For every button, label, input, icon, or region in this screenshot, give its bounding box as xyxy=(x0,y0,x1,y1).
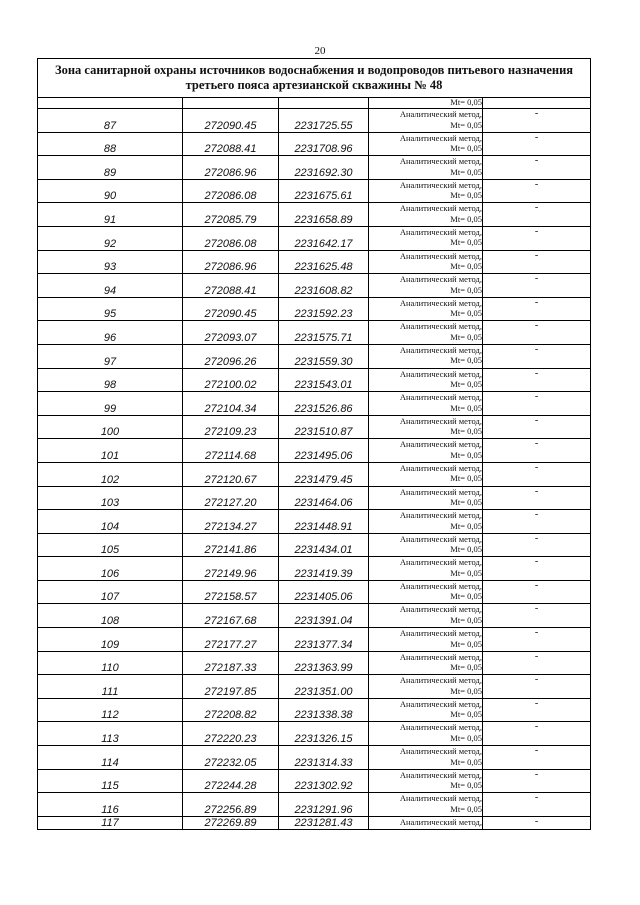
method-label: Аналитический метод, xyxy=(399,628,482,639)
coordinate-x: 272085.79 xyxy=(183,203,279,227)
description-dash: - xyxy=(483,274,591,298)
table-row xyxy=(38,769,591,793)
method-cell xyxy=(369,698,483,722)
method-label: Аналитический метод, xyxy=(399,675,482,686)
coordinate-x: 272086.08 xyxy=(183,179,279,203)
method-label: Аналитический метод, xyxy=(399,722,482,733)
point-number: 115 xyxy=(38,769,183,793)
accuracy-label: Mt= 0,05 xyxy=(450,803,482,814)
point-number: 116 xyxy=(38,793,183,817)
point-number: 87 xyxy=(38,109,183,133)
accuracy-label: Mt= 0,05 xyxy=(450,520,482,531)
point-number: 100 xyxy=(38,415,183,439)
method-label: Аналитический метод, xyxy=(399,793,482,804)
accuracy-label: Mt= 0,05 xyxy=(450,449,482,460)
coordinate-x: 272187.33 xyxy=(183,651,279,675)
description-dash: - xyxy=(483,439,591,463)
coordinate-x: 272244.28 xyxy=(183,769,279,793)
coordinate-x: 272158.57 xyxy=(183,580,279,604)
table-title-line2: третьего пояса артезианской скважины № 48 xyxy=(185,78,443,92)
accuracy-label: Mt= 0,05 xyxy=(450,709,482,720)
method-cell xyxy=(369,816,483,829)
method-cell xyxy=(369,486,483,510)
table-row xyxy=(38,321,591,345)
method-label: Аналитический метод, xyxy=(399,816,482,827)
accuracy-label: Mt= 0,05 xyxy=(450,331,482,342)
accuracy-label: Mt= 0,05 xyxy=(450,426,482,437)
accuracy-label: Mt= 0,05 xyxy=(450,284,482,295)
coordinate-y: 2231725.55 xyxy=(279,109,369,133)
coordinate-x: 272096.26 xyxy=(183,344,279,368)
method-label: Аналитический метод, xyxy=(399,651,482,662)
point-number: 94 xyxy=(38,274,183,298)
point-number: 104 xyxy=(38,510,183,534)
coordinate-x: 272086.96 xyxy=(183,156,279,180)
coordinate-x: 272086.96 xyxy=(183,250,279,274)
method-cell xyxy=(369,580,483,604)
table-title-line1: Зона санитарной охраны источников водоснабжения и водопроводов питьевого назначения xyxy=(54,63,574,77)
coordinate-y: 2231675.61 xyxy=(279,179,369,203)
coordinate-y: 2231338.38 xyxy=(279,698,369,722)
coordinate-y: 2231314.33 xyxy=(279,746,369,770)
table-row xyxy=(38,226,591,250)
table-row xyxy=(38,415,591,439)
accuracy-label: Mt= 0,05 xyxy=(450,662,482,673)
coordinate-x: 272197.85 xyxy=(183,675,279,699)
method-cell xyxy=(369,274,483,298)
method-label: Аналитический метод, xyxy=(399,109,482,119)
method-label: Аналитический метод, xyxy=(399,533,482,544)
coordinate-x: 272120.67 xyxy=(183,462,279,486)
method-label: Аналитический метод, xyxy=(399,746,482,757)
accuracy-label: Mt= 0,05 xyxy=(450,261,482,272)
table-row xyxy=(38,156,591,180)
description-dash: - xyxy=(483,226,591,250)
method-cell xyxy=(369,604,483,628)
method-label: Аналитический метод, xyxy=(399,486,482,497)
method-cell xyxy=(369,203,483,227)
description-dash: - xyxy=(483,392,591,416)
table-row xyxy=(38,109,591,133)
description-dash: - xyxy=(483,698,591,722)
table-title xyxy=(38,59,591,98)
description-dash: - xyxy=(483,250,591,274)
coordinate-y: 2231479.45 xyxy=(279,462,369,486)
description-dash: - xyxy=(483,580,591,604)
cell-empty xyxy=(279,98,369,109)
cell-empty xyxy=(183,98,279,109)
table-row xyxy=(38,179,591,203)
page-number: 20 xyxy=(314,45,326,57)
cell-empty xyxy=(38,98,183,109)
point-number: 110 xyxy=(38,651,183,675)
method-label: Аналитический метод, xyxy=(399,132,482,143)
coordinate-y: 2231592.23 xyxy=(279,297,369,321)
table-row xyxy=(38,698,591,722)
method-cell xyxy=(369,510,483,534)
point-number: 107 xyxy=(38,580,183,604)
method-cell xyxy=(369,628,483,652)
method-label: Аналитический метод, xyxy=(399,415,482,426)
description-dash: - xyxy=(483,321,591,345)
point-number: 95 xyxy=(38,297,183,321)
table-row xyxy=(38,580,591,604)
accuracy-label: Mt= 0,05 xyxy=(450,213,482,224)
table-row xyxy=(38,274,591,298)
table-row xyxy=(38,344,591,368)
accuracy-label: Mt= 0,05 xyxy=(450,355,482,366)
method-cell xyxy=(369,651,483,675)
description-dash: - xyxy=(483,722,591,746)
method-cell xyxy=(369,675,483,699)
coordinate-x: 272109.23 xyxy=(183,415,279,439)
description-dash: - xyxy=(483,604,591,628)
point-number: 99 xyxy=(38,392,183,416)
table-row xyxy=(38,297,591,321)
method-label: Аналитический метод, xyxy=(399,439,482,450)
method-cell xyxy=(369,533,483,557)
description-dash: - xyxy=(483,769,591,793)
description-dash: - xyxy=(483,109,591,133)
method-label: Аналитический метод, xyxy=(399,462,482,473)
method-label: Аналитический метод, xyxy=(399,250,482,261)
point-number: 93 xyxy=(38,250,183,274)
table-row xyxy=(38,368,591,392)
point-number: 101 xyxy=(38,439,183,463)
accuracy-label: Mt= 0,05 xyxy=(450,756,482,767)
table-row xyxy=(38,675,591,699)
coordinate-x: 272088.41 xyxy=(183,132,279,156)
method-cell xyxy=(369,392,483,416)
method-label: Аналитический метод, xyxy=(399,580,482,591)
point-number: 117 xyxy=(38,816,183,829)
coordinate-y: 2231658.89 xyxy=(279,203,369,227)
table-row xyxy=(38,557,591,581)
point-number: 88 xyxy=(38,132,183,156)
accuracy-label: Mt= 0,05 xyxy=(450,591,482,602)
point-number: 108 xyxy=(38,604,183,628)
coordinate-x: 272167.68 xyxy=(183,604,279,628)
method-cell xyxy=(369,344,483,368)
coordinate-x: 272269.89 xyxy=(183,816,279,829)
description-dash: - xyxy=(483,675,591,699)
coordinate-x: 272141.86 xyxy=(183,533,279,557)
description-dash: - xyxy=(483,415,591,439)
method-label: Аналитический метод, xyxy=(399,179,482,190)
table-row xyxy=(38,746,591,770)
coordinate-x: 272134.27 xyxy=(183,510,279,534)
coordinate-x: 272177.27 xyxy=(183,628,279,652)
coordinate-x: 272149.96 xyxy=(183,557,279,581)
coordinate-y: 2231351.00 xyxy=(279,675,369,699)
coordinate-y: 2231708.96 xyxy=(279,132,369,156)
point-number: 89 xyxy=(38,156,183,180)
table-row xyxy=(38,250,591,274)
point-number: 90 xyxy=(38,179,183,203)
point-number: 112 xyxy=(38,698,183,722)
coordinate-y: 2231464.06 xyxy=(279,486,369,510)
accuracy-label: Mt= 0,05 xyxy=(450,567,482,578)
method-label: Аналитический метод, xyxy=(399,344,482,355)
table-row xyxy=(38,510,591,534)
method-label: Аналитический метод, xyxy=(399,226,482,237)
method-cell xyxy=(369,769,483,793)
description-dash: - xyxy=(483,793,591,817)
table-row xyxy=(38,132,591,156)
table-row xyxy=(38,793,591,817)
continuation-row xyxy=(38,98,591,109)
method-label: Аналитический метод, xyxy=(399,321,482,332)
method-cell xyxy=(369,368,483,392)
coordinate-x: 272100.02 xyxy=(183,368,279,392)
method-label: Аналитический метод, xyxy=(399,297,482,308)
coordinate-y: 2231625.48 xyxy=(279,250,369,274)
point-number: 91 xyxy=(38,203,183,227)
table-row xyxy=(38,722,591,746)
accuracy-label: Mt= 0,05 xyxy=(450,237,482,248)
table-row xyxy=(38,486,591,510)
coordinate-x: 272127.20 xyxy=(183,486,279,510)
description-dash: - xyxy=(483,156,591,180)
coordinate-y: 2231575.71 xyxy=(279,321,369,345)
accuracy-label: Mt= 0,05 xyxy=(450,119,482,130)
accuracy-label: Mt= 0,05 xyxy=(450,402,482,413)
table-row xyxy=(38,628,591,652)
table-row xyxy=(38,203,591,227)
coordinate-y: 2231291.96 xyxy=(279,793,369,817)
coordinate-x: 272090.45 xyxy=(183,297,279,321)
coordinate-x: 272232.05 xyxy=(183,746,279,770)
point-number: 103 xyxy=(38,486,183,510)
accuracy-label: Mt= 0,05 xyxy=(450,614,482,625)
accuracy-label: Mt= 0,05 xyxy=(450,379,482,390)
coordinate-y: 2231559.30 xyxy=(279,344,369,368)
method-cell xyxy=(369,793,483,817)
cell-empty xyxy=(483,98,591,109)
table-row xyxy=(38,392,591,416)
method-cell xyxy=(369,439,483,463)
method-label: Аналитический метод, xyxy=(399,203,482,214)
method-cell xyxy=(369,250,483,274)
table-row xyxy=(38,816,591,829)
accuracy-label: Mt= 0,05 xyxy=(450,497,482,507)
accuracy-label: Mt= 0,05 xyxy=(450,473,482,484)
coordinate-y: 2231281.43 xyxy=(279,816,369,829)
accuracy-label: Mt= 0,05 xyxy=(450,190,482,201)
method-cell xyxy=(369,557,483,581)
method-cell xyxy=(369,179,483,203)
point-number: 114 xyxy=(38,746,183,770)
point-number: 102 xyxy=(38,462,183,486)
coordinate-y: 2231377.34 xyxy=(279,628,369,652)
accuracy-label: Mt= 0,05 xyxy=(450,143,482,154)
accuracy-label: Mt= 0,05 xyxy=(450,166,482,177)
table-row xyxy=(38,533,591,557)
description-dash: - xyxy=(483,628,591,652)
point-number: 113 xyxy=(38,722,183,746)
coordinate-y: 2231363.99 xyxy=(279,651,369,675)
point-number: 96 xyxy=(38,321,183,345)
table-row xyxy=(38,462,591,486)
point-number: 106 xyxy=(38,557,183,581)
table-row xyxy=(38,604,591,628)
coordinate-y: 2231543.01 xyxy=(279,368,369,392)
coordinate-y: 2231448.91 xyxy=(279,510,369,534)
description-dash: - xyxy=(483,557,591,581)
coordinate-y: 2231405.06 xyxy=(279,580,369,604)
point-number: 105 xyxy=(38,533,183,557)
coordinate-x: 272220.23 xyxy=(183,722,279,746)
accuracy-label: Mt= 0,05 xyxy=(450,308,482,319)
method-label: Аналитический метод, xyxy=(399,698,482,709)
method-label: Аналитический метод, xyxy=(399,557,482,568)
description-dash: - xyxy=(483,510,591,534)
continuation-accuracy: Mt= 0,05 xyxy=(369,98,483,109)
method-cell xyxy=(369,132,483,156)
method-cell xyxy=(369,321,483,345)
table-row xyxy=(38,651,591,675)
coordinate-y: 2231302.92 xyxy=(279,769,369,793)
coordinate-x: 272114.68 xyxy=(183,439,279,463)
point-number: 98 xyxy=(38,368,183,392)
description-dash: - xyxy=(483,203,591,227)
method-cell xyxy=(369,722,483,746)
description-dash: - xyxy=(483,816,591,829)
point-number: 97 xyxy=(38,344,183,368)
coordinates-table xyxy=(37,58,591,830)
coordinate-y: 2231692.30 xyxy=(279,156,369,180)
description-dash: - xyxy=(483,344,591,368)
method-label: Аналитический метод, xyxy=(399,368,482,379)
coordinate-x: 272086.08 xyxy=(183,226,279,250)
coordinate-y: 2231419.39 xyxy=(279,557,369,581)
coordinate-x: 272104.34 xyxy=(183,392,279,416)
description-dash: - xyxy=(483,179,591,203)
coordinate-y: 2231326.15 xyxy=(279,722,369,746)
accuracy-label: Mt= 0,05 xyxy=(450,544,482,555)
method-label: Аналитический метод, xyxy=(399,274,482,285)
accuracy-label: Mt= 0,05 xyxy=(450,780,482,791)
point-number: 92 xyxy=(38,226,183,250)
coordinate-x: 272088.41 xyxy=(183,274,279,298)
coordinate-x: 272090.45 xyxy=(183,109,279,133)
description-dash: - xyxy=(483,746,591,770)
method-label: Аналитический метод, xyxy=(399,604,482,615)
coordinate-y: 2231526.86 xyxy=(279,392,369,416)
method-cell xyxy=(369,415,483,439)
method-cell xyxy=(369,156,483,180)
coordinate-y: 2231391.04 xyxy=(279,604,369,628)
coordinate-y: 2231608.82 xyxy=(279,274,369,298)
point-number: 109 xyxy=(38,628,183,652)
method-cell xyxy=(369,226,483,250)
description-dash: - xyxy=(483,132,591,156)
coordinate-x: 272208.82 xyxy=(183,698,279,722)
method-cell xyxy=(369,746,483,770)
method-label: Аналитический метод, xyxy=(399,156,482,167)
description-dash: - xyxy=(483,533,591,557)
method-cell xyxy=(369,297,483,321)
description-dash: - xyxy=(483,486,591,510)
accuracy-label: Mt= 0,05 xyxy=(450,732,482,743)
accuracy-label: Mt= 0,05 xyxy=(450,638,482,649)
coordinate-y: 2231642.17 xyxy=(279,226,369,250)
description-dash: - xyxy=(483,297,591,321)
method-cell xyxy=(369,109,483,133)
accuracy-label: Mt= 0,05 xyxy=(450,685,482,696)
method-label: Аналитический метод, xyxy=(399,392,482,403)
coordinate-x: 272093.07 xyxy=(183,321,279,345)
coordinate-y: 2231434.01 xyxy=(279,533,369,557)
table-row xyxy=(38,439,591,463)
description-dash: - xyxy=(483,651,591,675)
description-dash: - xyxy=(483,368,591,392)
method-label: Аналитический метод, xyxy=(399,510,482,521)
coordinate-y: 2231495.06 xyxy=(279,439,369,463)
description-dash: - xyxy=(483,462,591,486)
method-label: Аналитический метод, xyxy=(399,769,482,780)
point-number: 111 xyxy=(38,675,183,699)
coordinate-x: 272256.89 xyxy=(183,793,279,817)
method-cell xyxy=(369,462,483,486)
coordinate-y: 2231510.87 xyxy=(279,415,369,439)
